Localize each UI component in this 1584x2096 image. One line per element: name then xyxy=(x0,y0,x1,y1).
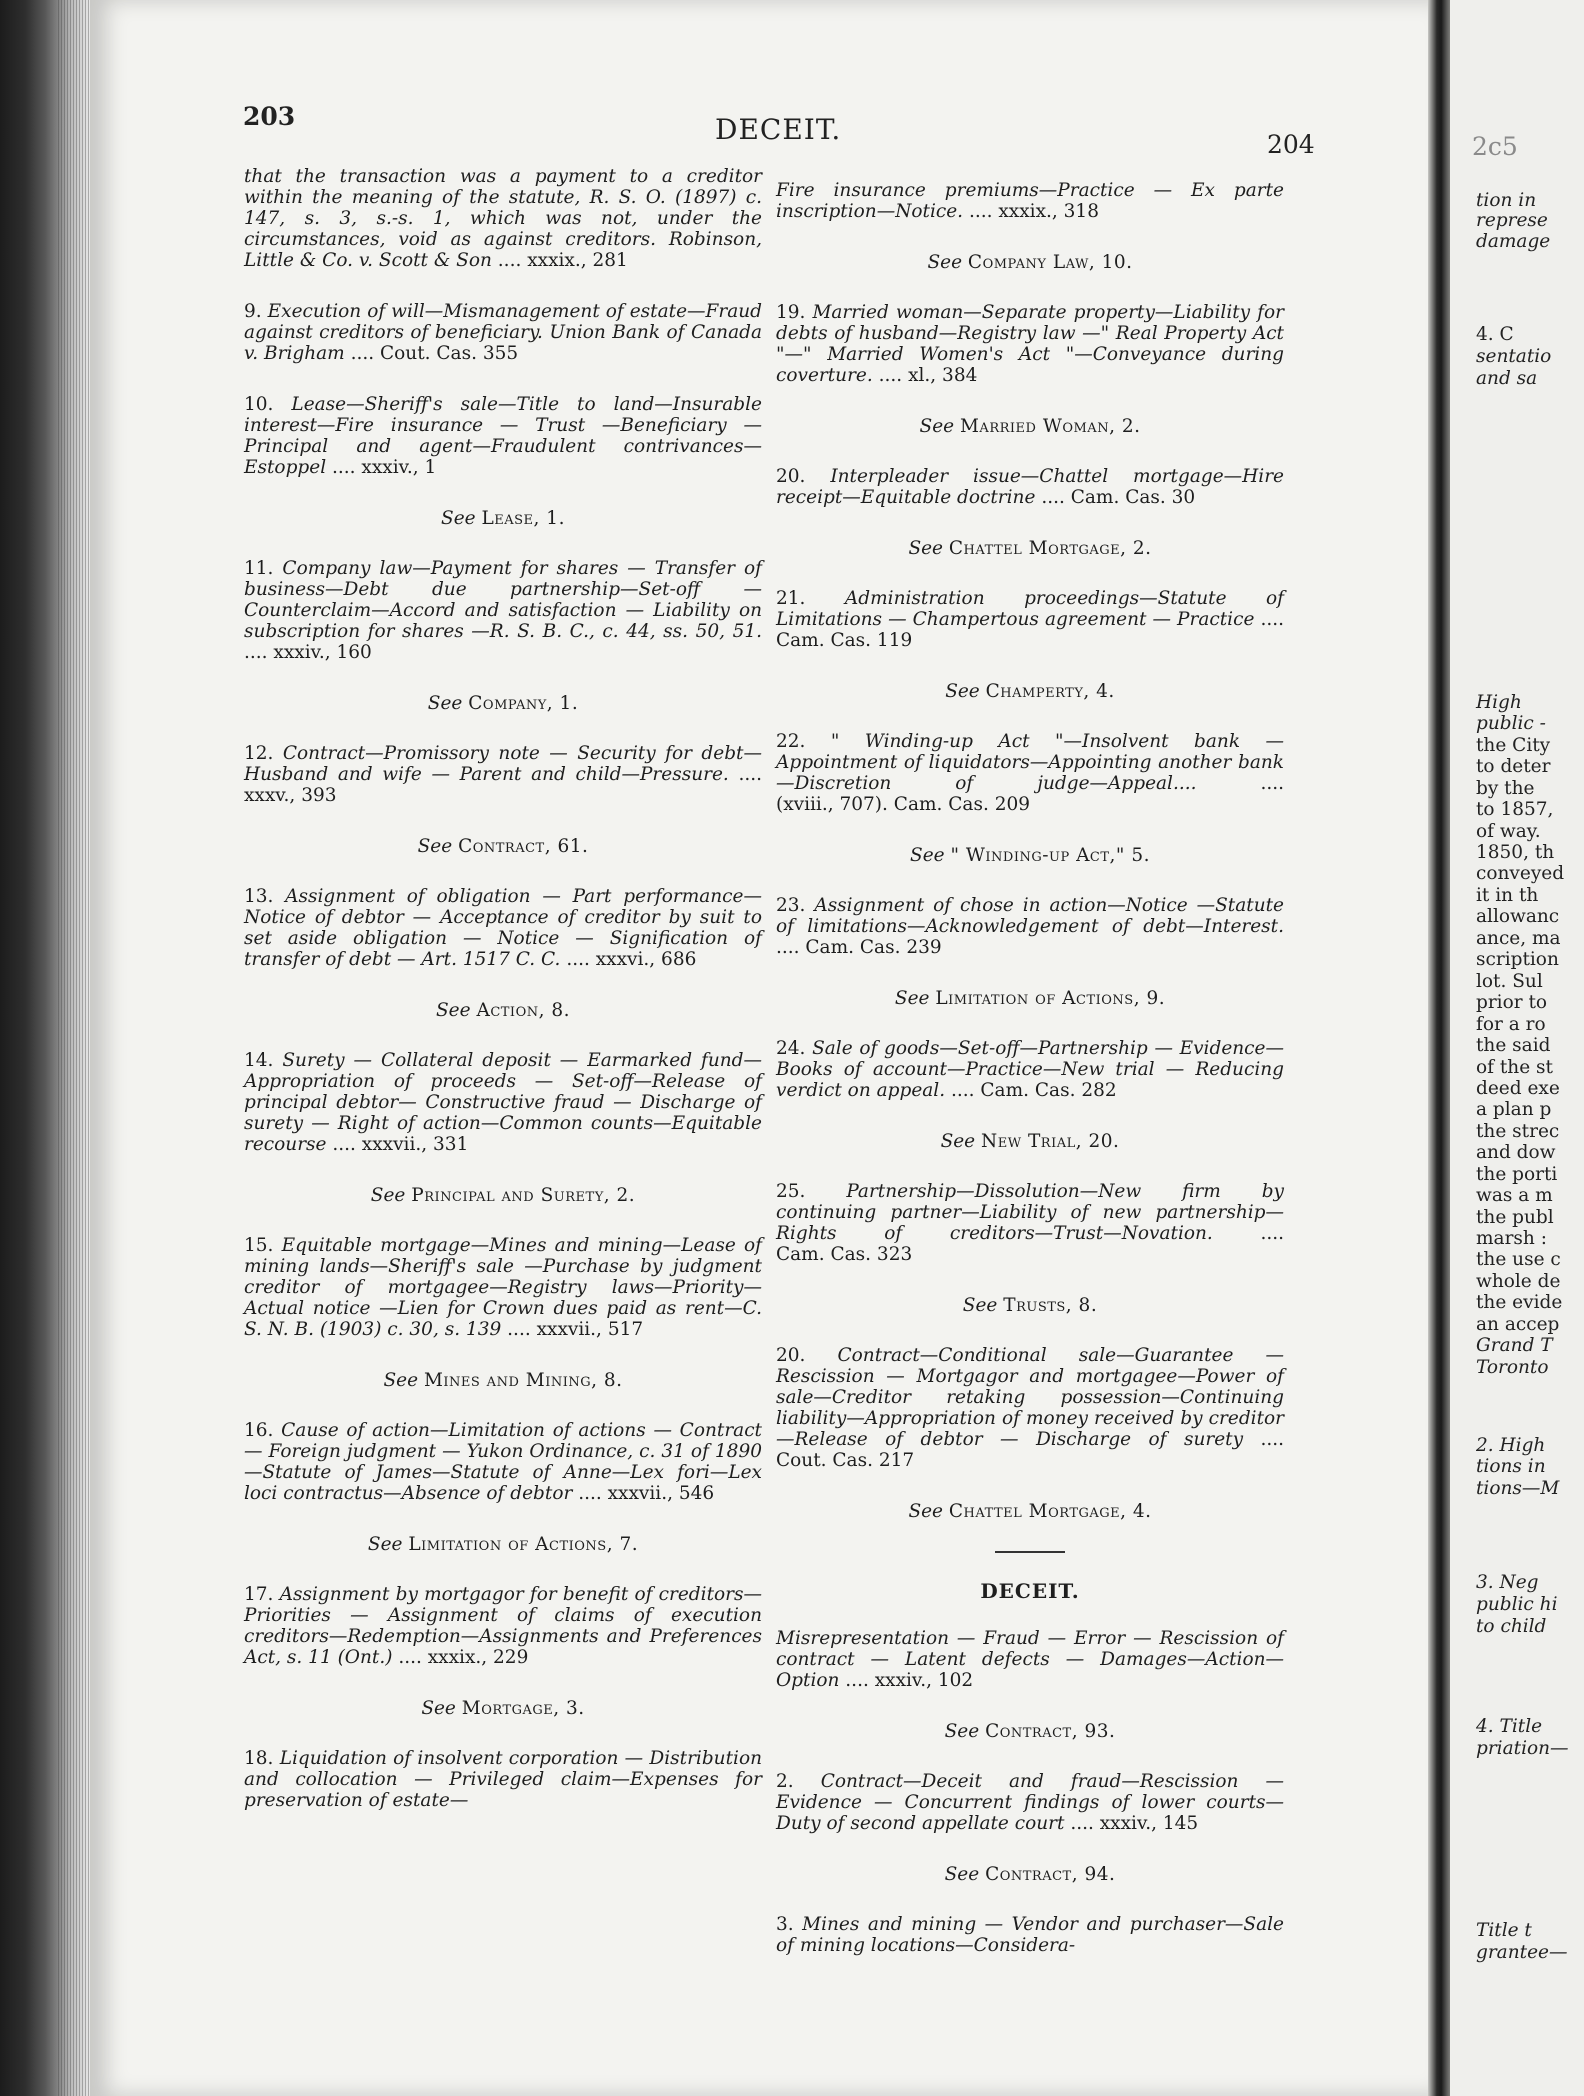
cross-reference xyxy=(776,681,1284,702)
cross-reference-target: Chattel Mortgage, 4. xyxy=(948,1501,1152,1522)
next-page-text-fragment: the porti xyxy=(1476,1164,1558,1185)
next-page-text-fragment: Toronto xyxy=(1476,1357,1549,1378)
cross-reference-target: Contract, 61. xyxy=(458,836,589,857)
entry-citation: xxxiv., 102 xyxy=(874,1670,974,1691)
next-page-text-fragment: deed exe xyxy=(1476,1078,1560,1099)
book-gutter xyxy=(1428,0,1450,2096)
cross-reference xyxy=(776,1131,1284,1152)
entry-number: 23. xyxy=(776,895,806,916)
see-label: See xyxy=(919,416,955,437)
index-entry: Fire insurance premiums—Practice — Ex parte inscription—Notice. .... xxxix., 318 xyxy=(776,180,1284,222)
see-label: See xyxy=(367,1534,403,1555)
index-entry xyxy=(776,1914,1284,1956)
cross-reference-target: Married Woman, 2. xyxy=(959,416,1141,437)
entry-number: 25. xyxy=(776,1181,806,1202)
entry-title: Sale of goods—Set-off—Partnership — Evidence—Books of account—Practice—New trial — Reducing verdict on appeal. xyxy=(776,1038,1284,1101)
next-page-text-fragment: an accep xyxy=(1476,1314,1560,1335)
cross-reference-target: Limitation of Actions, 7. xyxy=(408,1534,639,1555)
cross-reference xyxy=(776,1295,1284,1316)
next-page-text-fragment: and dow xyxy=(1476,1142,1556,1163)
cross-reference xyxy=(244,836,762,857)
next-page-text-fragment: grantee— xyxy=(1476,1942,1568,1963)
entry-number: 20. xyxy=(776,1345,806,1366)
cross-reference-target: Action, 8. xyxy=(476,1000,571,1021)
cross-reference-target: Company, 1. xyxy=(468,693,579,714)
next-page-text-fragment: whole de xyxy=(1476,1271,1561,1292)
index-entry: 16. Cause of action—Limitation of actions — Contract — Foreign judgment — Yukon Ordinance, c. 31 of 1890—Statute of James—Statute of Anne—Lex fori—Lex loci contractus—Absence of debtor .... xxxvii., 546 xyxy=(244,1420,762,1504)
see-label: See xyxy=(940,1131,976,1152)
entry-citation: Cam. Cas. 282 xyxy=(980,1080,1117,1101)
entry-title: Execution of will—Mismanagement of estate—Fraud against creditors of beneficiary. Union Bank of Canada v. Brigham xyxy=(244,301,762,364)
next-page-text-fragment: and sa xyxy=(1476,368,1538,389)
next-page-text-fragment: tion in xyxy=(1476,190,1537,211)
cross-reference-target: Mines and Mining, 8. xyxy=(423,1370,623,1391)
next-page-text-fragment: tions in xyxy=(1476,1456,1546,1477)
see-label: See xyxy=(417,836,453,857)
next-page-text-fragment: of way. xyxy=(1476,821,1541,842)
next-page-text-fragment: it in th xyxy=(1476,885,1539,906)
entry-title: Contract—Promissory note — Security for debt—Husband and wife — Parent and child—Pressure. xyxy=(244,743,762,785)
index-entry: 10. Lease—Sheriff's sale—Title to land—Insurable interest—Fire insurance — Trust —Beneficiary — Principal and agent—Fraudulent contrivances—Estoppel .... xxxiv., 1 xyxy=(244,394,763,478)
index-entry: 9. Execution of will—Mismanagement of estate—Fraud against creditors of beneficiary. Union Bank of Canada v. Brigham .... Cout. Cas. 355 xyxy=(244,301,762,364)
index-entry: 12. Contract—Promissory note — Security for debt—Husband and wife — Parent and child—Pressure. .... xxxv., 393 xyxy=(244,743,762,806)
entry-citation: xxxix., 318 xyxy=(998,201,1099,222)
next-page-text-fragment: 4. Title xyxy=(1476,1716,1543,1737)
entry-number: 11. xyxy=(244,558,274,579)
entry-title: Contract—Conditional sale—Guarantee — Rescission — Mortgagor and mortgagee—Power of sale—Creditor retaking possession—Continuing liability—Appropriation of money received by creditor—Release of debtor — Discharge of surety xyxy=(776,1345,1284,1450)
cross-reference-target: Contract, 94. xyxy=(985,1864,1116,1885)
entry-number: 16. xyxy=(244,1420,274,1441)
next-page-text-fragment: 1850, th xyxy=(1476,842,1555,863)
entry-citation: xxxv., 393 xyxy=(244,785,337,806)
entry-citation: Cam. Cas. 30 xyxy=(1070,487,1196,508)
see-label: See xyxy=(927,252,963,273)
next-page-text-fragment: priation— xyxy=(1476,1738,1569,1759)
next-page-text-fragment: damage xyxy=(1476,231,1551,252)
see-label: See xyxy=(441,508,476,529)
entry-title: Cause of action—Limitation of actions — Contract — Foreign judgment — Yukon Ordinance, c. 31 of 1890—Statute of James—Statute of Anne—Lex fori—Lex loci contractus—Absence of debtor xyxy=(244,1420,762,1504)
index-entry: 19. Married woman—Separate property—Liability for debts of husband—Registry law —" Real Property Act "—" Married Women's Act "—Conveyance during coverture. .... xl., 384 xyxy=(776,302,1284,386)
next-page-edge xyxy=(1450,0,1584,2096)
entry-title: Interpleader issue—Chattel mortgage—Hire receipt—Equitable doctrine xyxy=(776,466,1284,508)
next-page-text-fragment: allowanc xyxy=(1476,906,1560,927)
section-heading: DECEIT. xyxy=(980,1579,1080,1603)
index-entry: 23. Assignment of chose in action—Notice —Statute of limitations—Acknowledgement of debt—Interest. .... Cam. Cas. 239 xyxy=(776,895,1284,958)
entry-title: Company law—Payment for shares — Transfer of business—Debt due partnership—Set-off — Counterclaim—Accord and satisfaction — Liability on subscription for shares —R. S. B. C., c. 44, ss. 50, 51. xyxy=(244,558,762,642)
entry-number: 18. xyxy=(244,1748,274,1769)
left-page-number: 203 xyxy=(243,102,296,131)
cross-reference-target: Mortgage, 3. xyxy=(461,1698,585,1719)
see-label: See xyxy=(910,845,945,866)
see-label: See xyxy=(908,1501,944,1522)
right-page-number: 204 xyxy=(1267,130,1315,159)
cross-reference-target: Champerty, 4. xyxy=(985,681,1115,702)
book-spine xyxy=(0,0,90,2096)
see-label: See xyxy=(383,1370,419,1391)
next-page-text-fragment: lot. Sul xyxy=(1476,971,1543,992)
entry-citation: Cam. Cas. 239 xyxy=(805,937,942,958)
see-label: See xyxy=(908,538,944,559)
entry-number: 21. xyxy=(776,588,806,609)
entry-citation: xxxvi., 686 xyxy=(595,949,697,970)
entry-citation: Cam. Cas. 323 xyxy=(776,1244,913,1265)
index-entry: that the transaction was a payment to a creditor within the meaning of the statute, R. S. O. (1897) c. 147, s. 3, s.-s. 1, which was not, under the circumstances, void as against creditors. Robinson, Little & Co. v. Scott & Son .... xxxix., 281 xyxy=(244,166,762,271)
entry-number: 19. xyxy=(776,302,806,323)
next-page-text-fragment: the evide xyxy=(1476,1292,1563,1313)
cross-reference-target: Company Law, 10. xyxy=(967,252,1133,273)
entry-number: 2. xyxy=(776,1771,794,1792)
cross-reference-target: Principal and Surety, 2. xyxy=(411,1185,636,1206)
entry-title: " Winding-up Act "—Insolvent bank — Appointment of liquidators—Appointing another bank—Discretion of judge—Appeal.... xyxy=(776,731,1285,794)
cross-reference xyxy=(776,1864,1284,1885)
entry-title: Contract—Deceit and fraud—Rescission —Evidence — Concurrent findings of lower courts—Duty of second appellate court xyxy=(776,1771,1284,1834)
next-page-text-fragment: to 1857, xyxy=(1476,799,1554,820)
entry-citation: Cout. Cas. 217 xyxy=(776,1450,915,1471)
entry-title: Partnership—Dissolution—New firm by continuing partner—Liability of new partnership—Rights of creditors—Trust—Novation. xyxy=(776,1181,1284,1244)
cross-reference-target: Lease, 1. xyxy=(481,508,565,529)
entry-citation: (xviii., 707). Cam. Cas. 209 xyxy=(776,794,1031,815)
next-page-text-fragment: a plan p xyxy=(1476,1099,1552,1120)
cross-reference xyxy=(776,988,1284,1009)
index-entry: 25. Partnership—Dissolution—New firm by continuing partner—Liability of new partnership—Rights of creditors—Trust—Novation. .... Cam. Cas. 323 xyxy=(776,1181,1285,1265)
next-page-text-fragment: for a ro xyxy=(1476,1014,1546,1035)
cross-reference xyxy=(244,508,762,529)
cross-reference-target: Contract, 93. xyxy=(985,1721,1116,1742)
cross-reference-target: Trusts, 8. xyxy=(1003,1295,1098,1316)
entry-number: 3. xyxy=(776,1914,794,1935)
index-entry: 2. Contract—Deceit and fraud—Rescission —Evidence — Concurrent findings of lower courts—Duty of second appellate court .... xxxiv., 145 xyxy=(776,1771,1284,1834)
next-page-number: 2c5 xyxy=(1472,132,1518,161)
entry-number: 12. xyxy=(244,743,274,764)
next-page-text-fragment: the City xyxy=(1476,735,1551,756)
cross-reference xyxy=(776,416,1284,437)
entry-title: that the transaction was a payment to a creditor within the meaning of the statute, R. S. O. (1897) c. 147, s. 3, s.-s. 1, which was not, under the circumstances, void as against creditors. Robinson, Little & Co. v. Scott & Son xyxy=(244,166,762,271)
next-page-text-fragment: prior to xyxy=(1476,992,1548,1013)
cross-reference xyxy=(776,538,1284,559)
next-page-text-fragment: 4. C xyxy=(1476,324,1514,345)
entry-citation: xxxix., 229 xyxy=(427,1647,529,1668)
entry-title: Married woman—Separate property—Liability for debts of husband—Registry law —" Real Property Act "—" Married Women's Act "—Conveyance during coverture. xyxy=(776,302,1284,386)
next-page-text-fragment: 2. High xyxy=(1476,1435,1546,1456)
entry-number: 10. xyxy=(244,394,274,415)
see-label: See xyxy=(944,1864,980,1885)
entry-title: Misrepresentation — Fraud — Error — Rescission of contract — Latent defects — Damages—Action—Option xyxy=(776,1628,1284,1691)
next-page-text-fragment: marsh : xyxy=(1476,1228,1547,1249)
cross-reference-target: Limitation of Actions, 9. xyxy=(935,988,1166,1009)
entry-citation: xxxvii., 517 xyxy=(536,1319,644,1340)
index-entry: 15. Equitable mortgage—Mines and mining—Lease of mining lands—Sheriff's sale —Purchase by judgment creditor of mortgagee—Registry laws—Priority—Actual notice —Lien for Crown dues paid as rent—C. S. N. B. (1903) c. 30, s. 139 .... xxxvii., 517 xyxy=(244,1235,762,1340)
index-entry: 20. Contract—Conditional sale—Guarantee — Rescission — Mortgagor and mortgagee—Power of sale—Creditor retaking possession—Continuing liability—Appropriation of money received by creditor—Release of debtor — Discharge of surety .... Cout. Cas. 217 xyxy=(776,1345,1284,1471)
entry-title: Assignment of chose in action—Notice —Statute of limitations—Acknowledgement of debt—Interest. xyxy=(776,895,1284,937)
entry-title: Assignment by mortgagor for benefit of creditors—Priorities — Assignment of claims of execution creditors—Redemption—Assignments and Preferences Act, s. 11 (Ont.) xyxy=(244,1584,762,1668)
next-page-text-fragment: to child xyxy=(1476,1616,1547,1637)
cross-reference xyxy=(244,693,762,714)
index-entry: 13. Assignment of obligation — Part performance—Notice of debtor — Acceptance of creditor by suit to set aside obligation — Notice — Signification of transfer of debt — Art. 1517 C. C. .... xxxvi., 686 xyxy=(244,886,762,970)
cross-reference-target: Chattel Mortgage, 2. xyxy=(948,538,1152,559)
entry-number: 20. xyxy=(776,466,806,487)
next-page-text-fragment: the use c xyxy=(1476,1249,1561,1270)
left-column xyxy=(244,166,762,1841)
see-label: See xyxy=(944,1721,980,1742)
entry-title: Fire insurance premiums—Practice — Ex parte inscription—Notice. xyxy=(776,180,1284,222)
cross-reference-target: " Winding-up Act," 5. xyxy=(950,845,1150,866)
entry-title: Administration proceedings—Statute of Limitations — Champertous agreement — Practice xyxy=(776,588,1284,630)
entry-number: 15. xyxy=(244,1235,274,1256)
see-label: See xyxy=(945,681,980,702)
next-page-text-fragment: 3. Neg xyxy=(1476,1572,1539,1593)
entry-citation: xl., 384 xyxy=(908,365,978,386)
next-page-text-fragment: High xyxy=(1476,692,1522,713)
see-label: See xyxy=(962,1295,998,1316)
index-entry: 17. Assignment by mortgagor for benefit of creditors—Priorities — Assignment of claims of execution creditors—Redemption—Assignments and Preferences Act, s. 11 (Ont.) .... xxxix., 229 xyxy=(244,1584,762,1668)
see-label: See xyxy=(370,1185,406,1206)
next-page-text-fragment: public - xyxy=(1476,713,1546,734)
next-page-text-fragment: represe xyxy=(1476,210,1548,231)
see-label: See xyxy=(421,1698,456,1719)
entry-citation: xxxiv., 145 xyxy=(1099,1813,1199,1834)
entry-number: 9. xyxy=(244,301,262,322)
entry-citation: xxxiv., 160 xyxy=(273,642,372,663)
running-head-title: DECEIT. xyxy=(715,113,842,146)
entry-title: Surety — Collateral deposit — Earmarked fund—Appropriation of proceeds — Set-off—Release of principal debtor— Constructive fraud — Discharge of surety — Right of action—Common counts—Equitable recourse xyxy=(244,1050,762,1155)
next-page-text-fragment: sentatio xyxy=(1476,346,1552,367)
entry-number: 14. xyxy=(244,1050,274,1071)
cross-reference xyxy=(244,1370,762,1391)
see-label: See xyxy=(894,988,930,1009)
index-entry: 22. " Winding-up Act "—Insolvent bank — Appointment of liquidators—Appointing another bank—Discretion of judge—Appeal.... .... (xviii., 707). Cam. Cas. 209 xyxy=(776,731,1285,815)
index-entry: 24. Sale of goods—Set-off—Partnership — Evidence—Books of account—Practice—New trial — Reducing verdict on appeal. .... Cam. Cas. 282 xyxy=(776,1038,1284,1101)
entry-title: Assignment of obligation — Part performance—Notice of debtor — Acceptance of creditor by suit to set aside obligation — Notice — Signification of transfer of debt — Art. 1517 C. C. xyxy=(244,886,762,970)
index-entry: 11. Company law—Payment for shares — Transfer of business—Debt due partnership—Set-off — Counterclaim—Accord and satisfaction — Liability on subscription for shares —R. S. B. C., c. 44, ss. 50, 51. .... xxxiv., 160 xyxy=(244,558,762,663)
entry-title: Mines and mining — Vendor and purchaser—Sale of mining locations—Considera- xyxy=(776,1914,1284,1956)
page-edges xyxy=(58,0,90,2096)
next-page-text-fragment: tions—M xyxy=(1476,1478,1560,1499)
next-page-text-fragment: the strec xyxy=(1476,1121,1560,1142)
section-divider xyxy=(995,1551,1065,1553)
entry-citation: xxxix., 281 xyxy=(527,250,628,271)
see-label: See xyxy=(427,693,463,714)
index-entry: 14. Surety — Collateral deposit — Earmarked fund—Appropriation of proceeds — Set-off—Release of principal debtor— Constructive fraud — Discharge of surety — Right of action—Common counts—Equitable recourse .... xxxvii., 331 xyxy=(244,1050,762,1155)
entry-citation: Cout. Cas. 355 xyxy=(380,343,519,364)
see-label: See xyxy=(435,1000,471,1021)
entry-number: 17. xyxy=(244,1584,274,1605)
next-page-text-fragment: public hi xyxy=(1476,1594,1558,1615)
next-page-text-fragment: to deter xyxy=(1476,756,1551,777)
cross-reference xyxy=(776,845,1284,866)
entry-number: 24. xyxy=(776,1038,806,1059)
next-page-text-fragment: conveyed xyxy=(1476,863,1565,884)
next-page-text-fragment: Grand T xyxy=(1476,1335,1553,1356)
next-page-text-fragment: was a m xyxy=(1476,1185,1553,1206)
entry-citation: xxxiv., 1 xyxy=(361,457,437,478)
next-page-text-fragment: Title t xyxy=(1476,1920,1532,1941)
cross-reference xyxy=(244,1698,762,1719)
next-page-text-fragment: by the xyxy=(1476,778,1535,799)
cross-reference-target: New Trial, 20. xyxy=(981,1131,1120,1152)
entry-citation: xxxvii., 331 xyxy=(361,1134,469,1155)
entry-citation: Cam. Cas. 119 xyxy=(776,630,913,651)
cross-reference xyxy=(776,252,1284,273)
next-page-text-fragment: of the st xyxy=(1476,1057,1553,1078)
entry-citation: xxxvii., 546 xyxy=(607,1483,715,1504)
entry-number: 22. xyxy=(776,731,806,752)
cross-reference xyxy=(244,1534,762,1555)
entry-title: Equitable mortgage—Mines and mining—Lease of mining lands—Sheriff's sale —Purchase by judgment creditor of mortgagee—Registry laws—Priority—Actual notice —Lien for Crown dues paid as rent—C. S. N. B. (1903) c. 30, s. 139 xyxy=(244,1235,762,1340)
cross-reference xyxy=(776,1721,1284,1742)
index-entry xyxy=(244,1748,762,1811)
index-entry: 20. Interpleader issue—Chattel mortgage—Hire receipt—Equitable doctrine .... Cam. Cas. 30 xyxy=(776,466,1284,508)
entry-number: 13. xyxy=(244,886,274,907)
next-page-text-fragment: the said xyxy=(1476,1035,1551,1056)
next-page-text-fragment: ance, ma xyxy=(1476,928,1561,949)
next-page-text-fragment: scription xyxy=(1476,949,1559,970)
cross-reference xyxy=(244,1000,762,1021)
entry-title: Liquidation of insolvent corporation — Distribution and collocation — Privileged claim—Expenses for preservation of estate— xyxy=(244,1748,762,1811)
next-page-text-fragment: the publ xyxy=(1476,1207,1554,1228)
entry-title: Lease—Sheriff's sale—Title to land—Insurable interest—Fire insurance — Trust —Beneficiary — Principal and agent—Fraudulent contrivances—Estoppel xyxy=(244,394,763,478)
cross-reference xyxy=(244,1185,762,1206)
cross-reference xyxy=(776,1501,1284,1522)
index-entry: 21. Administration proceedings—Statute of Limitations — Champertous agreement — Practice .... Cam. Cas. 119 xyxy=(776,588,1284,651)
index-entry: Misrepresentation — Fraud — Error — Rescission of contract — Latent defects — Damages—Action—Option .... xxxiv., 102 xyxy=(776,1628,1284,1691)
right-column xyxy=(776,180,1284,1986)
